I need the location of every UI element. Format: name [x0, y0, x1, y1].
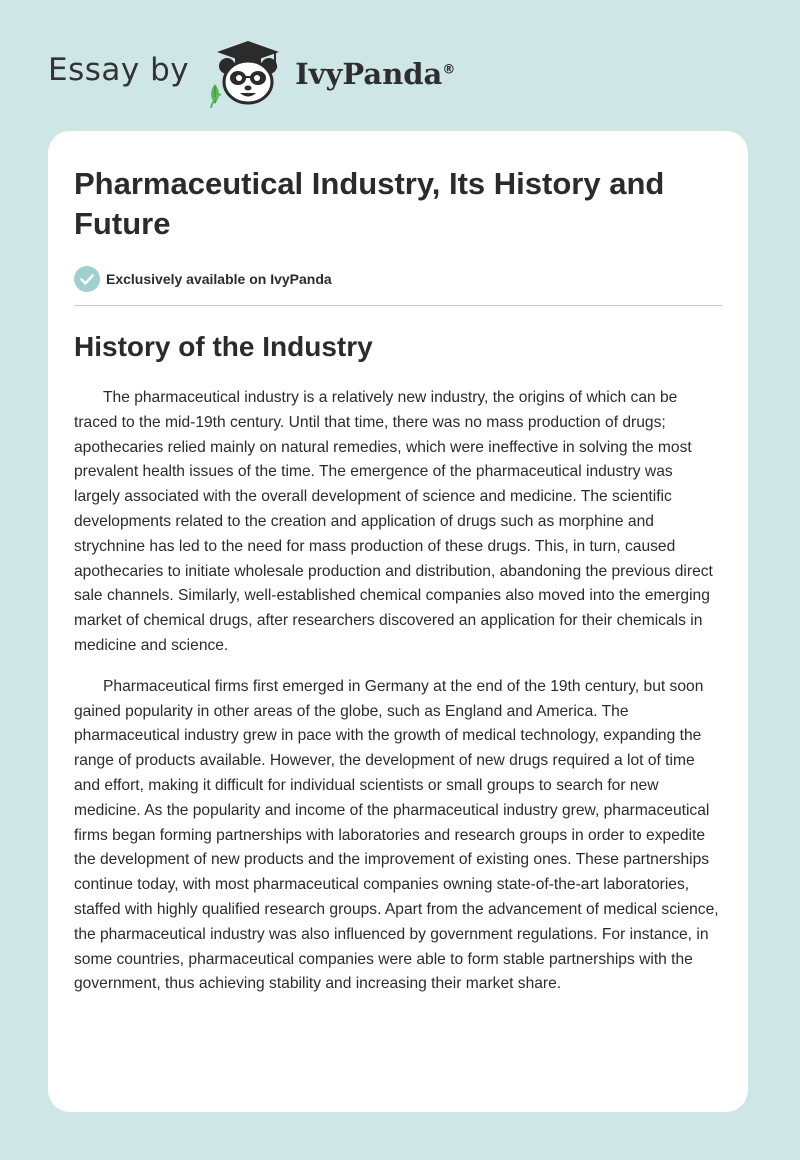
panda-graduate-logo-icon [205, 36, 291, 108]
registered-mark: ® [442, 62, 456, 78]
essay-card [48, 131, 748, 1112]
ivypanda-logo-link[interactable] [205, 36, 455, 108]
site-header [48, 36, 455, 108]
exclusive-badge [74, 266, 722, 292]
divider [74, 305, 722, 306]
brand-name-text: IvyPanda [295, 57, 443, 91]
brand-name [295, 57, 455, 91]
paragraph-1: The pharmaceutical industry is a relatively new industry, the origins of which can be traced to the mid-19th century. Until that time, there was no mass production of drugs; apothecaries relied mainly on natural remedies, which were ineffective in solving the most prevalent health issues of the time. The emergence of the pharmaceutical industry was largely associated with the overall development of science and medicine. The scientific developments related to the creation and application of drugs such as morphine and strychnine has led to the need for mass production of these drugs. This, in turn, caused apothecaries to initiate wholesale production and distribution, abandoning the previous direct sale channels. Similarly, well-established chemical companies also moved into the emerging market of chemical drugs, after researchers discovered an application for their chemicals in medicine and science. [74, 389, 713, 654]
page-title: Pharmaceutical Industry, Its History and Future [74, 166, 665, 241]
paragraph-2: Pharmaceutical firms first emerged in Germany at the end of the 19th century, but soon gained popularity in other areas of the globe, such as England and America. The pharmaceutical industry grew in pace with the growth of medical technology, expanding the range of products available. However, the development of new drugs required a lot of time and effort, making it difficult for individual scientists or small groups to search for new medicine. As the popularity and income of the pharmaceutical industry grew, pharmaceutical firms began forming partnerships with laboratories and research groups in order to expedite the development of new products and the improvement of existing ones. These partnerships continue today, with most pharmaceutical companies owning state-of-the-art laboratories, staffed with highly qualified research groups. Apart from the advancement of medical science, the pharmaceutical industry was also influenced by government regulations. For instance, in some countries, pharmaceutical companies were able to form stable partnerships with the government, thus achieving stability and increasing their market share. [74, 677, 719, 993]
section-heading: History of the Industry [74, 331, 373, 362]
essay-by-label: Essay by [48, 52, 190, 88]
check-circle-icon [74, 266, 100, 292]
exclusive-badge-label: Exclusively available on IvyPanda [106, 271, 332, 287]
